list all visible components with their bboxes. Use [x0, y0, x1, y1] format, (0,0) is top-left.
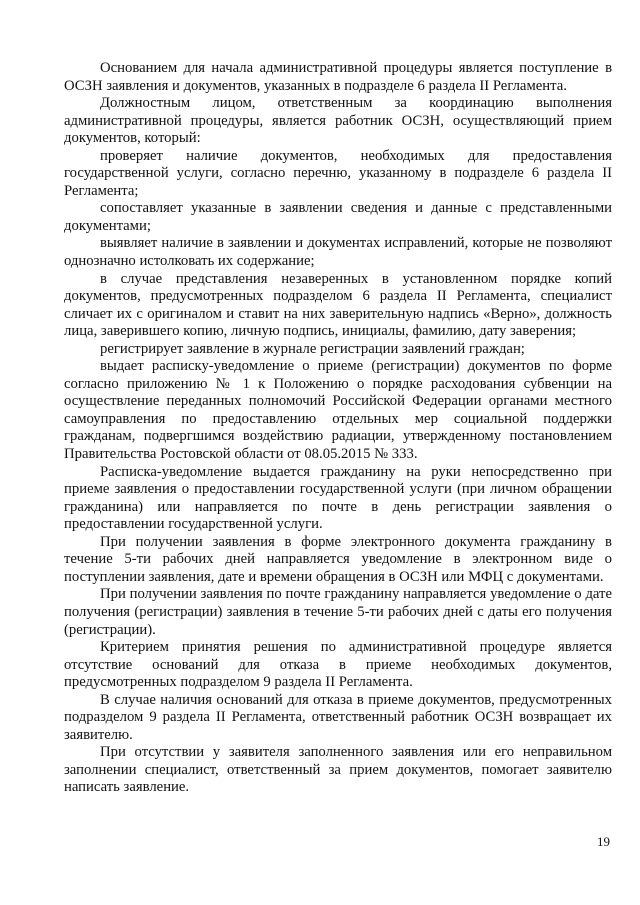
paragraph-registers-application: регистрирует заявление в журнале регистрации заявлений граждан;: [100, 340, 525, 357]
paragraph-postal-notice: При получении заявления по почте гражданину направляется уведомление о дате получения (регистрации) заявления в течение 5-ти рабочих дней с даты его получения (регистрации).: [64, 586, 612, 638]
paragraph-assist-applicant: При отсутствии у заявителя заполненного заявления или его неправильном заполнении специалист, ответственный за прием документов, помогает заявителю написать заявление.: [64, 744, 612, 796]
paragraph-receipt-delivery: Расписка-уведомление выдается гражданину на руки непосредственно при приеме заявления о предоставлении государственной услуги (при личном обращении гражданина) или направляется по почте в день регистрации заявления о предоставлении государственной услуги.: [64, 463, 612, 533]
paragraph-compares-data: сопоставляет указанные в заявлении сведения и данные с представленными документами;: [64, 200, 612, 234]
paragraph-return-documents: В случае наличия оснований для отказа в приеме документов, предусмотренных подразделом 9 раздела II Регламента, ответственный работник ОСЗН возвращает их заявителю.: [64, 691, 612, 743]
paragraph-decision-criterion: Критерием принятия решения по административной процедуре является отсутствие оснований для отказа в приеме необходимых документов, предусмотренных подразделом 9 раздела II Регламента.: [64, 639, 612, 691]
paragraph-basis: Основанием для начала административной процедуры является поступление в ОСЗН заявления и документов, указанных в подразделе 6 раздела II Регламента.: [64, 60, 612, 94]
paragraph-detects-corrections: выявляет наличие в заявлении и документах исправлений, которые не позволяют однозначно истолковать их содержание;: [64, 235, 612, 270]
paragraph-responsible-official: Должностным лицом, ответственным за координацию выполнения административной процедуры, является работник ОСЗН, осуществляющий прием документов, который:: [64, 95, 612, 147]
page-number: 19: [597, 834, 610, 849]
paragraph-certifies-copies: в случае представления незаверенных в установленном порядке копий документов, предусмотренных подразделом 6 раздела II Регламента, специалист сличает их с оригиналом и ставит на них заверительную надпись «Верно», должность лица, заверившего копию, личную подпись, инициалы, фамилию, дату заверения;: [64, 270, 612, 340]
paragraph-checks-documents: проверяет наличие документов, необходимых для предоставления государственной услуги, согласно перечню, указанному в подразделе 6 раздела II Регламента;: [64, 147, 612, 199]
paragraph-issues-receipt: выдает расписку-уведомление о приеме (регистрации) документов по форме согласно приложению № 1 к Положению о порядке расходования субвенции на осуществление переданных полномочий Российской Федерации органами местного самоуправления по предоставлению отдельных мер социальной поддержки гражданам, подвергшимся воздействию радиации, утвержденному постановлением Правительства Ростовской области от 08.05.2015 № 333.: [64, 358, 612, 463]
document-body: [64, 60, 612, 797]
paragraph-electronic-notice: При получении заявления в форме электронного документа гражданину в течение 5-ти рабочих дней направляется уведомление в электронном виде о поступлении заявления, дате и времени обращения в ОСЗН или МФЦ с документами.: [64, 533, 612, 585]
